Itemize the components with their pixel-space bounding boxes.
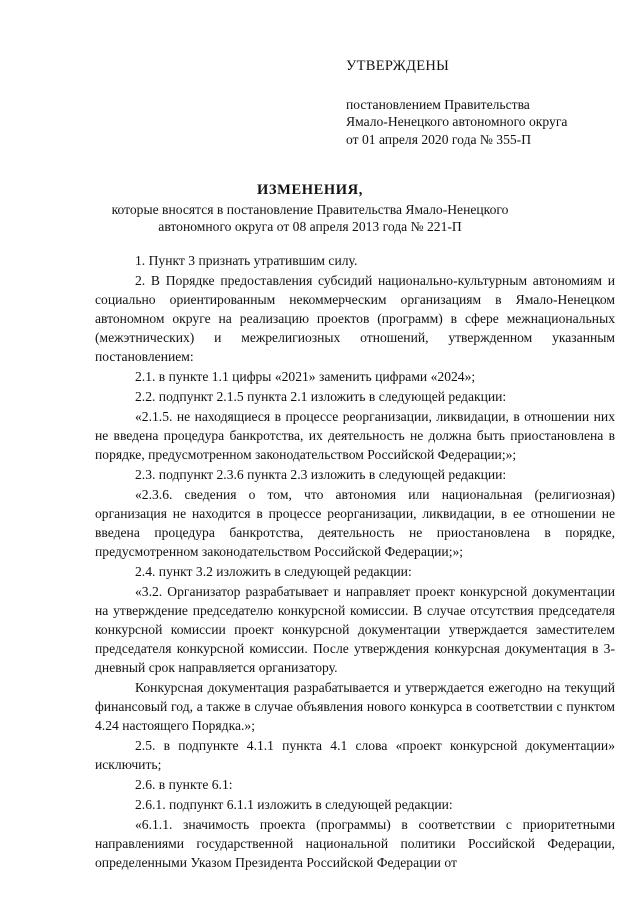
title-block <box>90 182 530 236</box>
approval-line-3: от 01 апреля 2020 года № 355-П <box>346 131 532 147</box>
quote-3-2-continued: Конкурсная документация разрабатывается и утверждается ежегодно на текущий финансовый год, а также в случае объявления нового конкурса в соответствии с пунктом 4.24 настоящего Порядка.»; <box>95 680 615 733</box>
document-subtitle-line-2: автономного округа от 08 апреля 2013 года № 221-П <box>158 219 462 234</box>
paragraph-2-3: 2.3. подпункт 2.3.6 пункта 2.3 изложить в следующей редакции: <box>135 467 507 482</box>
quote-2-1-5: «2.1.5. не находящиеся в процессе реорганизации, ликвидации, в отношении них не введена процедура банкротства, их деятельность не должна быть приостановлена в порядке, предусмотренном законодательством Российской Федерации;»; <box>95 409 615 462</box>
paragraph-2-1: 2.1. в пункте 1.1 цифры «2021» заменить цифрами «2024»; <box>135 369 476 384</box>
paragraph-1: 1. Пункт 3 признать утратившим силу. <box>135 253 358 268</box>
approval-line-2: Ямало-Ненецкого автономного округа <box>346 114 568 129</box>
paragraph-2-2: 2.2. подпункт 2.1.5 пункта 2.1 изложить в следующей редакции: <box>135 389 507 404</box>
quote-3-2: «3.2. Организатор разрабатывает и направляет проект конкурсной документации на утверждение председателю конкурсной комиссии. В случае отсутствия председателя конкурсной комиссии проект конкурсной документации утверждается заместителем председателя конкурсной комиссии. После утверждения конкурсная документация в 3-дневный срок направляется организатору. <box>95 584 615 675</box>
paragraph-2-6: 2.6. в пункте 6.1: <box>135 777 233 792</box>
quote-2-3-6: «2.3.6. сведения о том, что автономия или национальная (религиозная) организация не находится в процессе реорганизации, ликвидации, в ее отношении не введена процедура банкротства, деятельность не приостановлена в порядке, предусмотренном законодательством Российской Федерации;»; <box>95 487 615 559</box>
approval-line-1: постановлением Правительства <box>346 96 530 112</box>
document-body <box>95 251 615 872</box>
document-title: ИЗМЕНЕНИЯ, <box>257 182 363 198</box>
approval-block <box>346 58 616 148</box>
document-subtitle-line-1: которые вносятся в постановление Правительства Ямало-Ненецкого <box>111 201 509 217</box>
paragraph-2: 2. В Порядке предоставления субсидий национально-культурным автономиям и социально ориентированным некоммерческим организациям в Ямало-Ненецком автономном округе на реализацию проектов (программ) в сфере межнациональных (межэтнических) и межрелигиозных отношений, утвержденном указанным постановлением: <box>95 273 615 364</box>
paragraph-2-6-1: 2.6.1. подпункт 6.1.1 изложить в следующей редакции: <box>135 797 453 812</box>
paragraph-2-5: 2.5. в подпункте 4.1.1 пункта 4.1 слова «проект конкурсной документации» исключить; <box>95 738 615 772</box>
paragraph-2-4: 2.4. пункт 3.2 изложить в следующей редакции: <box>135 564 412 579</box>
approval-heading: УТВЕРЖДЕНЫ <box>346 58 450 74</box>
quote-6-1-1: «6.1.1. значимость проекта (программы) в соответствии с приоритетными направлениями государственной национальной политики Российской Федерации, определенными Указом Президента Российской Федерации от <box>95 817 615 870</box>
